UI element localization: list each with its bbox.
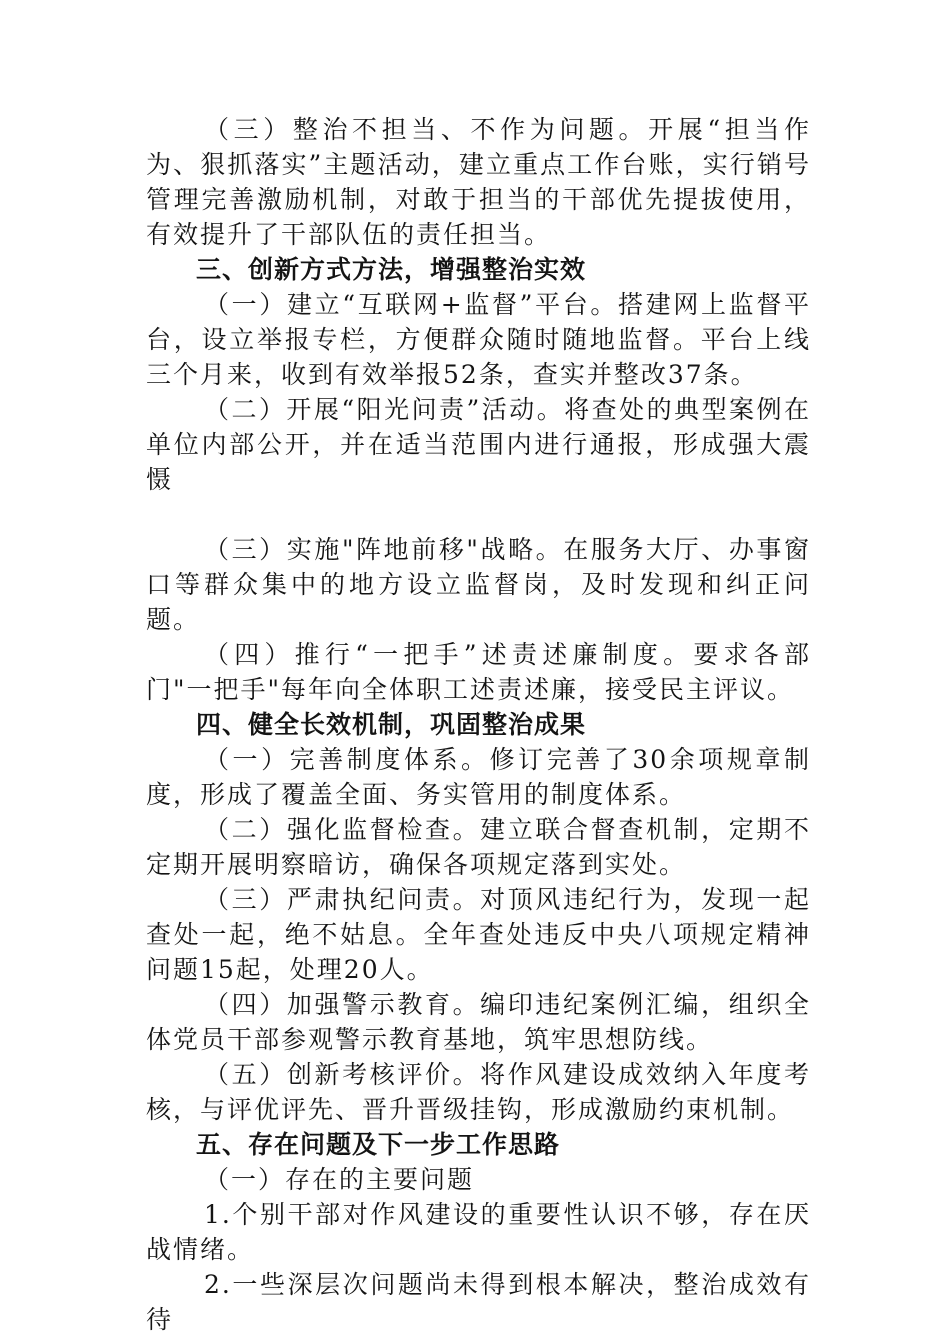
paragraph-sunshine-accountability: （二）开展“阳光问责”活动。将查处的典型案例在单位内部公开，并在适当范围内进行通报，形成强大震慑 [146, 395, 811, 494]
paragraph-problem-1: 1.个别干部对作风建设的重要性认识不够，存在厌战情绪。 [146, 1200, 811, 1264]
paragraph-internet-supervision: （一）建立“互联网+监督”平台。搭建网上监督平台，设立举报专栏，方便群众随时随地监督。平台上线三个月来，收到有效举报52条，查实并整改37条。 [146, 290, 811, 389]
paragraph-discipline-enforcement: （三）严肃执纪问责。对顶风违纪行为，发现一起查处一起，绝不姑息。全年查处违反中央八项规定精神问题15起，处理20人。 [146, 885, 811, 984]
paragraph-assessment-innovation: （五）创新考核评价。将作风建设成效纳入年度考核，与评优评先、晋升晋级挂钩，形成激励约束机制。 [146, 1060, 811, 1124]
paragraph-supervision-inspection: （二）强化监督检查。建立联合督查机制，定期不定期开展明察暗访，确保各项规定落到实处。 [146, 815, 811, 879]
paragraph-rectify-inaction: （三）整治不担当、不作为问题。开展“担当作为、狠抓落实”主题活动，建立重点工作台账，实行销号管理完善激励机制，对敢于担当的干部优先提拔使用，有效提升了干部队伍的责任担当。 [146, 115, 811, 249]
section-heading-3: 三、创新方式方法，增强整治实效 [196, 255, 587, 284]
paragraph-main-problems: （一）存在的主要问题 [204, 1165, 475, 1194]
paragraph-system-improvement: （一）完善制度体系。修订完善了30余项规章制度，形成了覆盖全面、务实管用的制度体系。 [146, 745, 811, 809]
document-body [146, 112, 811, 1337]
paragraph-problem-2: 2.一些深层次问题尚未得到根本解决，整治成效有待 [146, 1270, 811, 1334]
paragraph-warning-education: （四）加强警示教育。编印违纪案例汇编，组织全体党员干部参观警示教育基地，筑牢思想防线。 [146, 990, 811, 1054]
section-heading-4: 四、健全长效机制，巩固整治成果 [196, 710, 587, 739]
paragraph-leader-reporting: （四）推行“一把手”述责述廉制度。要求各部门"一把手"每年向全体职工述责述廉，接受民主评议。 [146, 640, 811, 704]
paragraph-front-line-strategy: （三）实施"阵地前移"战略。在服务大厅、办事窗口等群众集中的地方设立监督岗，及时发现和纠正问题。 [146, 535, 811, 634]
blank-line [146, 497, 811, 532]
section-heading-5: 五、存在问题及下一步工作思路 [196, 1130, 561, 1159]
